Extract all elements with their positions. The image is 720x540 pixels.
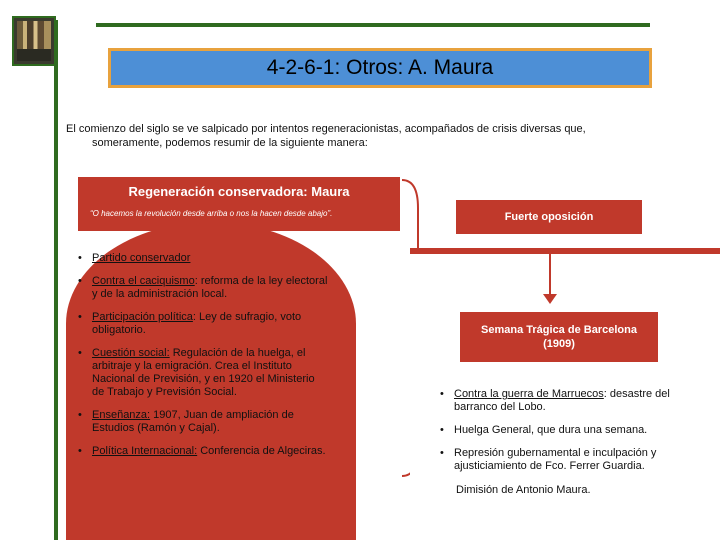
- list-item: • Partido conservador: [78, 252, 191, 264]
- list-item: • Represión gubernamental e inculpación y ajusticiamiento de Fco. Ferrer Guardia.: [440, 447, 657, 472]
- vertical-accent-line: [54, 20, 58, 540]
- regeneracion-title: Regeneración conservadora: Maura: [128, 184, 350, 199]
- semana-tragica-list: [440, 388, 680, 483]
- arrow-down-icon: [543, 294, 557, 304]
- page-title: 4-2-6-1: Otros: A. Maura: [266, 56, 494, 79]
- list-item: • Huelga General, que dura una semana.: [440, 424, 648, 436]
- list-item: • Contra la guerra de Marruecos: desastre del barranco del Lobo.: [440, 388, 670, 413]
- list-item: • Participación política: Ley de sufragio, voto obligatorio.: [78, 311, 302, 336]
- regeneracion-quote: “O hacemos la revolución desde arriba o nos la hacen desde abajo”.: [90, 209, 333, 218]
- list-item: • Cuestión social: Regulación de la huelga, el arbitraje y la emigración. Crea el Instituto Nacional de Previsión, y en 1920 el Ministerio de Trabajo y Previsión Social.: [78, 347, 315, 398]
- semana-tragica-box: [460, 312, 658, 362]
- list-item: • Política Internacional: Conferencia de Algeciras.: [78, 445, 326, 457]
- intro-line-1: El comienzo del siglo se ve salpicado por intentos regeneracionistas, acompañados de crisis diversas que,: [66, 123, 586, 135]
- semana-tragica-title: Semana Trágica de Barcelona: [481, 324, 637, 336]
- oposicion-subtitle: (radicales y anarquistas): [484, 236, 614, 248]
- horizontal-accent-line: [96, 23, 650, 27]
- intro-paragraph: [66, 122, 672, 150]
- dimision-text: Dimisión de Antonio Maura.: [456, 484, 591, 496]
- arrow-shaft: [549, 254, 551, 296]
- list-item: • Contra el caciquismo: reforma de la ley electoral y de la administración local.: [78, 275, 328, 300]
- list-item: • Enseñanza: 1907, Juan de ampliación de Estudios (Ramón y Cajal).: [78, 409, 294, 434]
- intro-line-2: someramente, podemos resumir de la siguiente manera:: [92, 137, 368, 149]
- regeneracion-list: [78, 252, 328, 468]
- painting-thumbnail: [12, 16, 56, 66]
- oposicion-title: Fuerte oposición: [504, 211, 594, 223]
- oposicion-box: [456, 200, 642, 234]
- title-box: [108, 48, 652, 88]
- semana-tragica-year: (1909): [543, 338, 575, 350]
